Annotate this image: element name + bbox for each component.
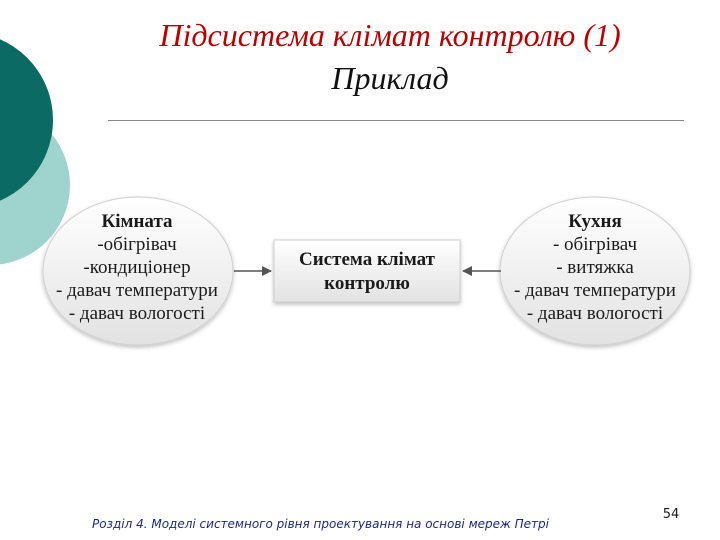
- room-node-item: - давач вологості: [68, 303, 206, 324]
- system-node-line: контролю: [324, 273, 410, 294]
- footer-caption: [92, 516, 549, 532]
- system-node: [274, 248, 460, 296]
- kitchen-node: [502, 210, 688, 325]
- room-node-title: Кімната: [101, 211, 173, 232]
- kitchen-node-item: - давач вологості: [526, 303, 664, 324]
- footer-text: Моделі системного рівня проектування на основі мереж Петрі: [151, 517, 549, 531]
- room-node-item: - давач температури: [56, 280, 218, 301]
- room-node: [44, 210, 230, 325]
- kitchen-node-title: Кухня: [568, 211, 622, 232]
- kitchen-node-item: - давач температури: [514, 280, 676, 301]
- slide-title: Підсистема клімат контролю (1): [159, 17, 621, 53]
- system-node-line: Система клімат: [299, 249, 435, 270]
- room-node-item: -обігрівач: [97, 234, 177, 255]
- title-divider: [108, 120, 684, 121]
- slide-subtitle: Приклад: [331, 60, 449, 96]
- kitchen-node-item: - обігрівач: [552, 234, 638, 255]
- footer-section: Розділ 4.: [92, 517, 148, 531]
- room-node-item: -кондиціонер: [83, 257, 191, 278]
- kitchen-node-item: - витяжка: [556, 257, 634, 278]
- page-number: 54: [662, 507, 680, 522]
